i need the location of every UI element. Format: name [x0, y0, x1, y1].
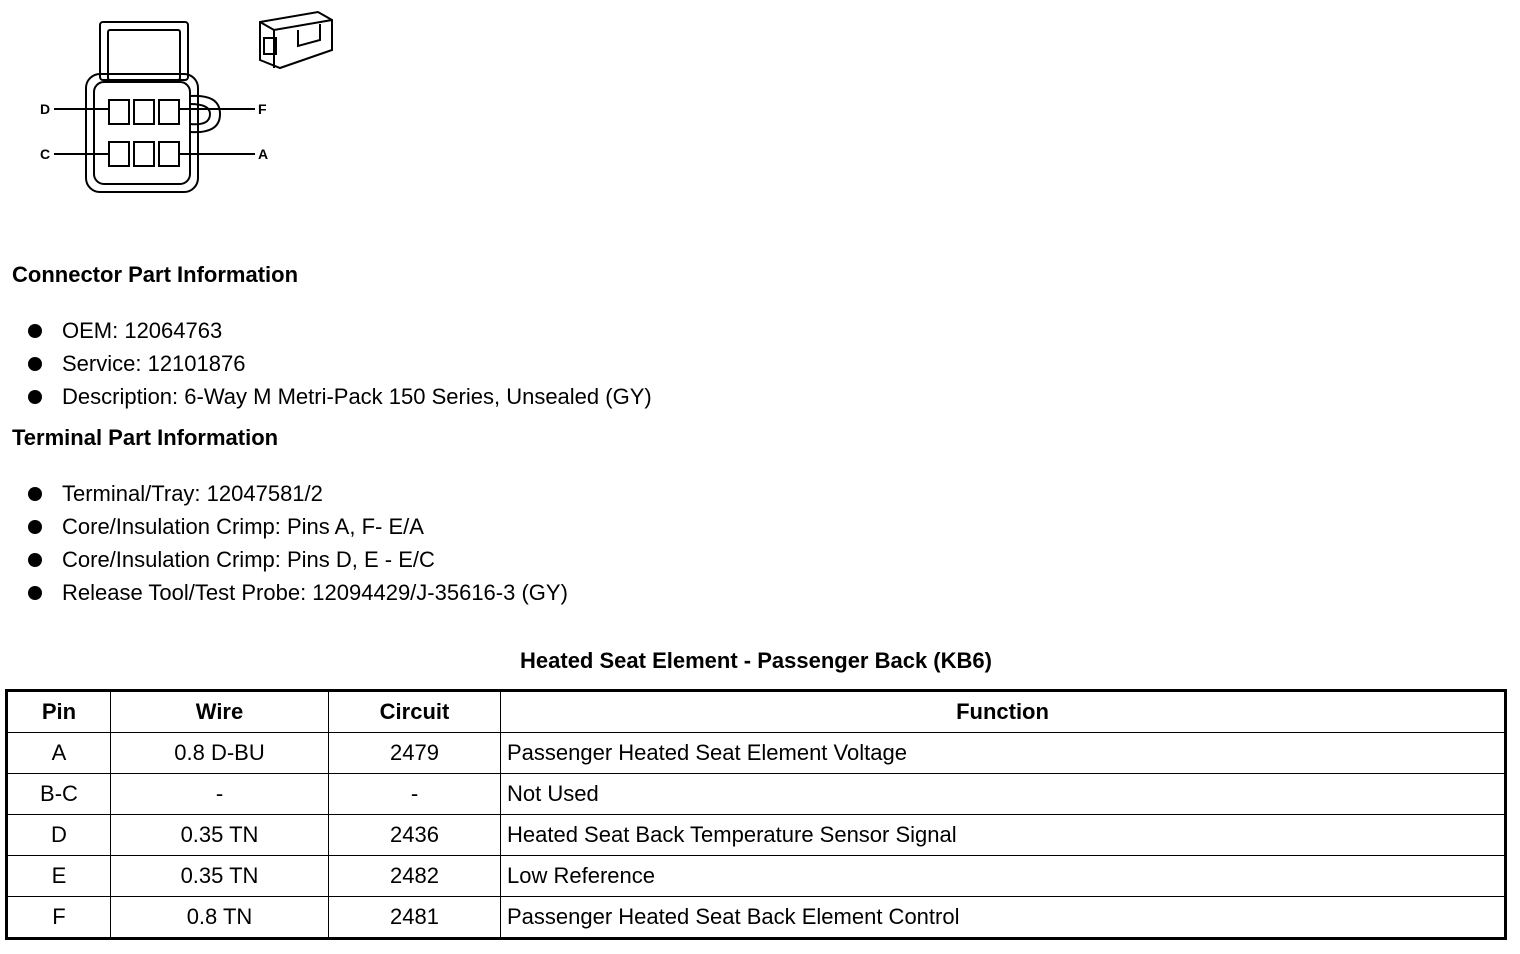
cell-circuit: -: [329, 774, 501, 815]
cell-pin: F: [7, 897, 111, 939]
list-item: [28, 576, 568, 609]
connector-face-drawing: [30, 10, 360, 200]
cell-function: Passenger Heated Seat Back Element Control: [501, 897, 1506, 939]
terminal-info-heading: Terminal Part Information: [12, 425, 279, 450]
bullet-icon: [28, 586, 42, 600]
terminal-release-tool: Release Tool/Test Probe: 12094429/J-35616-3 (GY): [62, 580, 568, 605]
cell-function: Passenger Heated Seat Element Voltage: [501, 733, 1506, 774]
list-item: [28, 314, 652, 347]
list-item: [28, 347, 652, 380]
table-row: [7, 815, 1506, 856]
table-header-row: [7, 691, 1506, 733]
cell-circuit: 2481: [329, 897, 501, 939]
cell-wire: 0.35 TN: [111, 856, 329, 897]
header-circuit: Circuit: [329, 691, 501, 733]
bullet-icon: [28, 553, 42, 567]
connector-description: Description: 6-Way M Metri-Pack 150 Series, Unsealed (GY): [62, 384, 652, 409]
bullet-icon: [28, 520, 42, 534]
cell-circuit: 2479: [329, 733, 501, 774]
table-row: [7, 856, 1506, 897]
bullet-icon: [28, 390, 42, 404]
connector-service: Service: 12101876: [62, 351, 246, 376]
cell-circuit: 2436: [329, 815, 501, 856]
header-pin: Pin: [7, 691, 111, 733]
table-row: [7, 774, 1506, 815]
bullet-icon: [28, 487, 42, 501]
terminal-crimp-af: Core/Insulation Crimp: Pins A, F- E/A: [62, 514, 424, 539]
cell-function: Low Reference: [501, 856, 1506, 897]
cell-pin: A: [7, 733, 111, 774]
terminal-crimp-de: Core/Insulation Crimp: Pins D, E - E/C: [62, 547, 435, 572]
list-item: [28, 510, 568, 543]
cell-wire: -: [111, 774, 329, 815]
connector-oem: OEM: 12064763: [62, 318, 223, 343]
terminal-tray: Terminal/Tray: 12047581/2: [62, 481, 323, 506]
pin-label-d: D: [40, 101, 51, 117]
terminal-info-list: [28, 477, 568, 609]
list-item: [28, 543, 568, 576]
connector-info-list: [28, 314, 652, 413]
cell-pin: B-C: [7, 774, 111, 815]
table-row: [7, 733, 1506, 774]
cell-wire: 0.8 TN: [111, 897, 329, 939]
cell-pin: D: [7, 815, 111, 856]
header-function: Function: [501, 691, 1506, 733]
bullet-icon: [28, 357, 42, 371]
connector-info-heading: Connector Part Information: [12, 262, 299, 287]
connector-diagram: [30, 10, 360, 200]
bullet-icon: [28, 324, 42, 338]
header-wire: Wire: [111, 691, 329, 733]
pin-label-a: A: [258, 146, 269, 162]
list-item: [28, 380, 652, 413]
pin-label-c: C: [40, 146, 51, 162]
table-row: [7, 897, 1506, 939]
cell-function: Heated Seat Back Temperature Sensor Signal: [501, 815, 1506, 856]
pin-label-f: F: [258, 101, 267, 117]
cell-pin: E: [7, 856, 111, 897]
cell-circuit: 2482: [329, 856, 501, 897]
cell-function: Not Used: [501, 774, 1506, 815]
cell-wire: 0.35 TN: [111, 815, 329, 856]
pinout-table: [5, 689, 1507, 940]
list-item: [28, 477, 568, 510]
pinout-table-title: Heated Seat Element - Passenger Back (KB6): [520, 648, 992, 673]
cell-wire: 0.8 D-BU: [111, 733, 329, 774]
